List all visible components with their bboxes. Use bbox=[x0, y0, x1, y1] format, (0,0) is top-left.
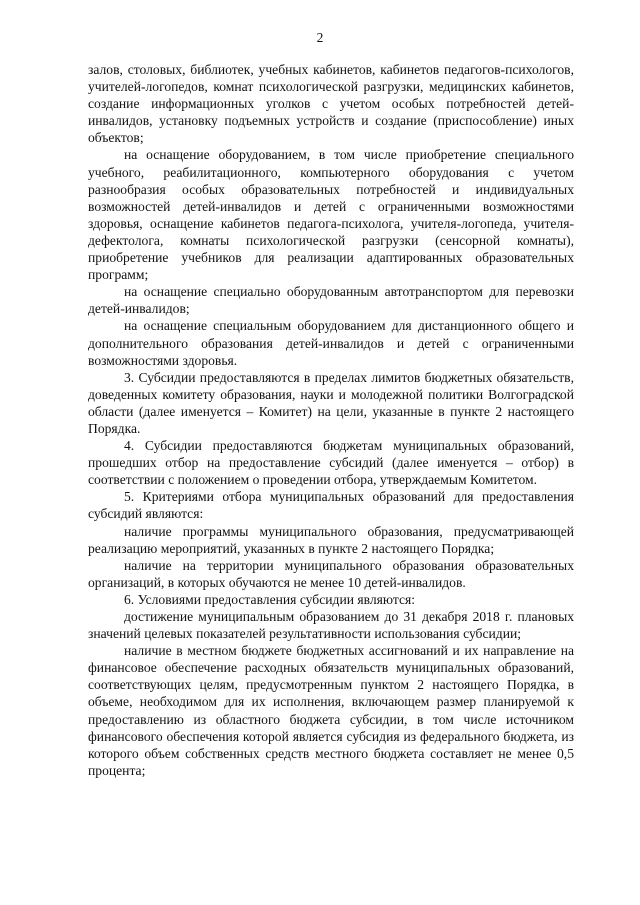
paragraph-1: залов, столовых, библиотек, учебных кабинетов, кабинетов педагогов-психологов, учителей-логопедов, комнат психологической разгрузки, медицинских кабинетов, создание информационных уголков с учетом особых потребностей детей-инвалидов, установку подъемных устройств и создание (приспособление) иных объектов; bbox=[88, 62, 574, 146]
paragraph-8: наличие программы муниципального образования, предусматривающей реализацию мероприятий, указанных в пункте 2 настоящего Порядка; bbox=[88, 523, 574, 556]
page-number: 2 bbox=[316, 30, 324, 45]
paragraph-10: 6. Условиями предоставления субсидии являются: bbox=[124, 591, 416, 607]
paragraph-6: 4. Субсидии предоставляются бюджетам муниципальных образований, прошедших отбор на предоставление субсидий (далее именуется – отбор) в соответствии с положением о проведении отбора, утверждаемым Комитетом. bbox=[88, 438, 574, 488]
paragraph-12: наличие в местном бюджете бюджетных ассигнований и их направление на финансовое обеспечение расходных обязательств муниципальных образований, соответствующих целям, предусмотренным пунктом 2 настоящего Порядка, в объеме, необходимом для их исполнения, включающем размер планируемой к предоставлению из областного бюджета субсидии, в том числе источником финансового обеспечения которой является субсидия из федерального бюджета, из которого объем собственных средств местного бюджета составляет не менее 0,5 процента; bbox=[88, 643, 574, 778]
paragraph-7: 5. Критериями отбора муниципальных образований для предоставления субсидий являются: bbox=[88, 489, 574, 522]
paragraph-2: на оснащение оборудованием, в том числе приобретение специального учебного, реабилитационного, компьютерного оборудования с учетом разнообразия особых образовательных потребностей и индивидуальных возможностей детей-инвалидов и детей с ограниченными возможностями здоровья, оснащение кабинетов педагога-психолога, учителя-логопеда, учителя-дефектолога, комнаты психологической разгрузки (сенсорной комнаты), приобретение учебников для реализации адаптированных образовательных программ; bbox=[88, 147, 574, 283]
paragraph-5: 3. Субсидии предоставляются в пределах лимитов бюджетных обязательств, доведенных комитету образования, науки и молодежной политики Волгоградской области (далее именуется – Комитет) на цели, указанные в пункте 2 настоящего Порядка. bbox=[88, 369, 574, 436]
paragraph-11: достижение муниципальным образованием до 31 декабря 2018 г. плановых значений целевых показателей результативности использования субсидии; bbox=[88, 609, 574, 642]
paragraph-9: наличие на территории муниципального образования образовательных организаций, в которых обучаются не менее 10 детей-инвалидов. bbox=[88, 557, 574, 590]
paragraph-3: на оснащение специально оборудованным автотранспортом для перевозки детей-инвалидов; bbox=[88, 284, 574, 317]
document-body bbox=[88, 61, 574, 779]
paragraph-4: на оснащение специальным оборудованием для дистанционного общего и дополнительного образования детей-инвалидов и детей с ограниченными возможностями здоровья. bbox=[88, 318, 574, 368]
